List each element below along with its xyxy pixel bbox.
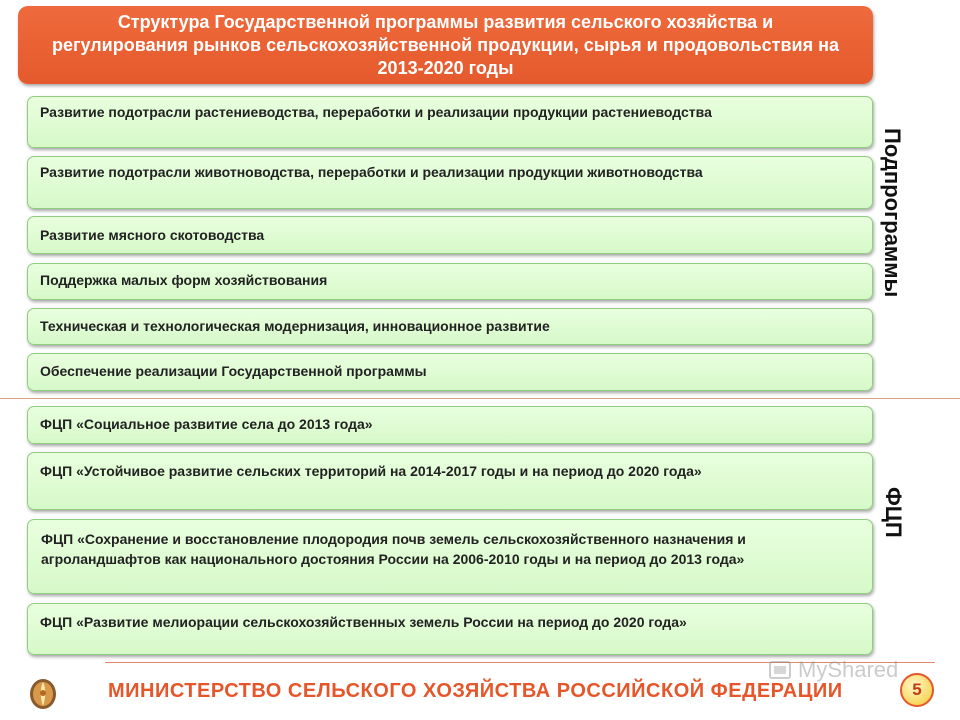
watermark-logo-icon — [768, 658, 794, 682]
fcp-item: ФЦП «Развитие мелиорации сельскохозяйственных земель России на период до 2020 года» — [27, 603, 873, 655]
subprogram-item: Обеспечение реализации Государственной программы — [27, 353, 873, 391]
subprogram-item: Развитие мясного скотоводства — [27, 216, 873, 254]
subprograms-label: Подпрограммы — [880, 128, 905, 298]
subprogram-item: Развитие подотрасли растениеводства, переработки и реализации продукции растениеводства — [27, 96, 873, 148]
fcp-label: ФЦП — [881, 487, 906, 538]
watermark — [768, 657, 898, 683]
watermark-text: MyShared — [798, 657, 899, 682]
subprogram-item: Развитие подотрасли животноводства, переработки и реализации продукции животноводства — [27, 156, 873, 209]
section-divider — [0, 398, 960, 399]
emblem-icon — [28, 676, 58, 710]
ministry-name: МИНИСТЕРСТВО СЕЛЬСКОГО ХОЗЯЙСТВА РОССИЙСКОЙ ФЕДЕРАЦИИ — [108, 680, 843, 702]
subprogram-item: Техническая и технологическая модернизация, инновационное развитие — [27, 308, 873, 345]
subprogram-item: Поддержка малых форм хозяйствования — [27, 263, 873, 300]
fcp-item: ФЦП «Сохранение и восстановление плодородия почв земель сельскохозяйственного назначения и агроландшафтов как национального достояния России на 2006-2010 годы и на период до 2013 года» — [27, 519, 873, 594]
slide-title: Структура Государственной программы развития сельского хозяйства и регулирования рынков сельскохозяйственной продукции, сырья и продовольствия на 2013-2020 годы — [18, 6, 873, 84]
fcp-item: ФЦП «Социальное развитие села до 2013 года» — [27, 406, 873, 444]
fcp-item: ФЦП «Устойчивое развитие сельских территорий на 2014-2017 годы и на период до 2020 года» — [27, 452, 873, 510]
page-number-badge: 5 — [900, 673, 934, 707]
